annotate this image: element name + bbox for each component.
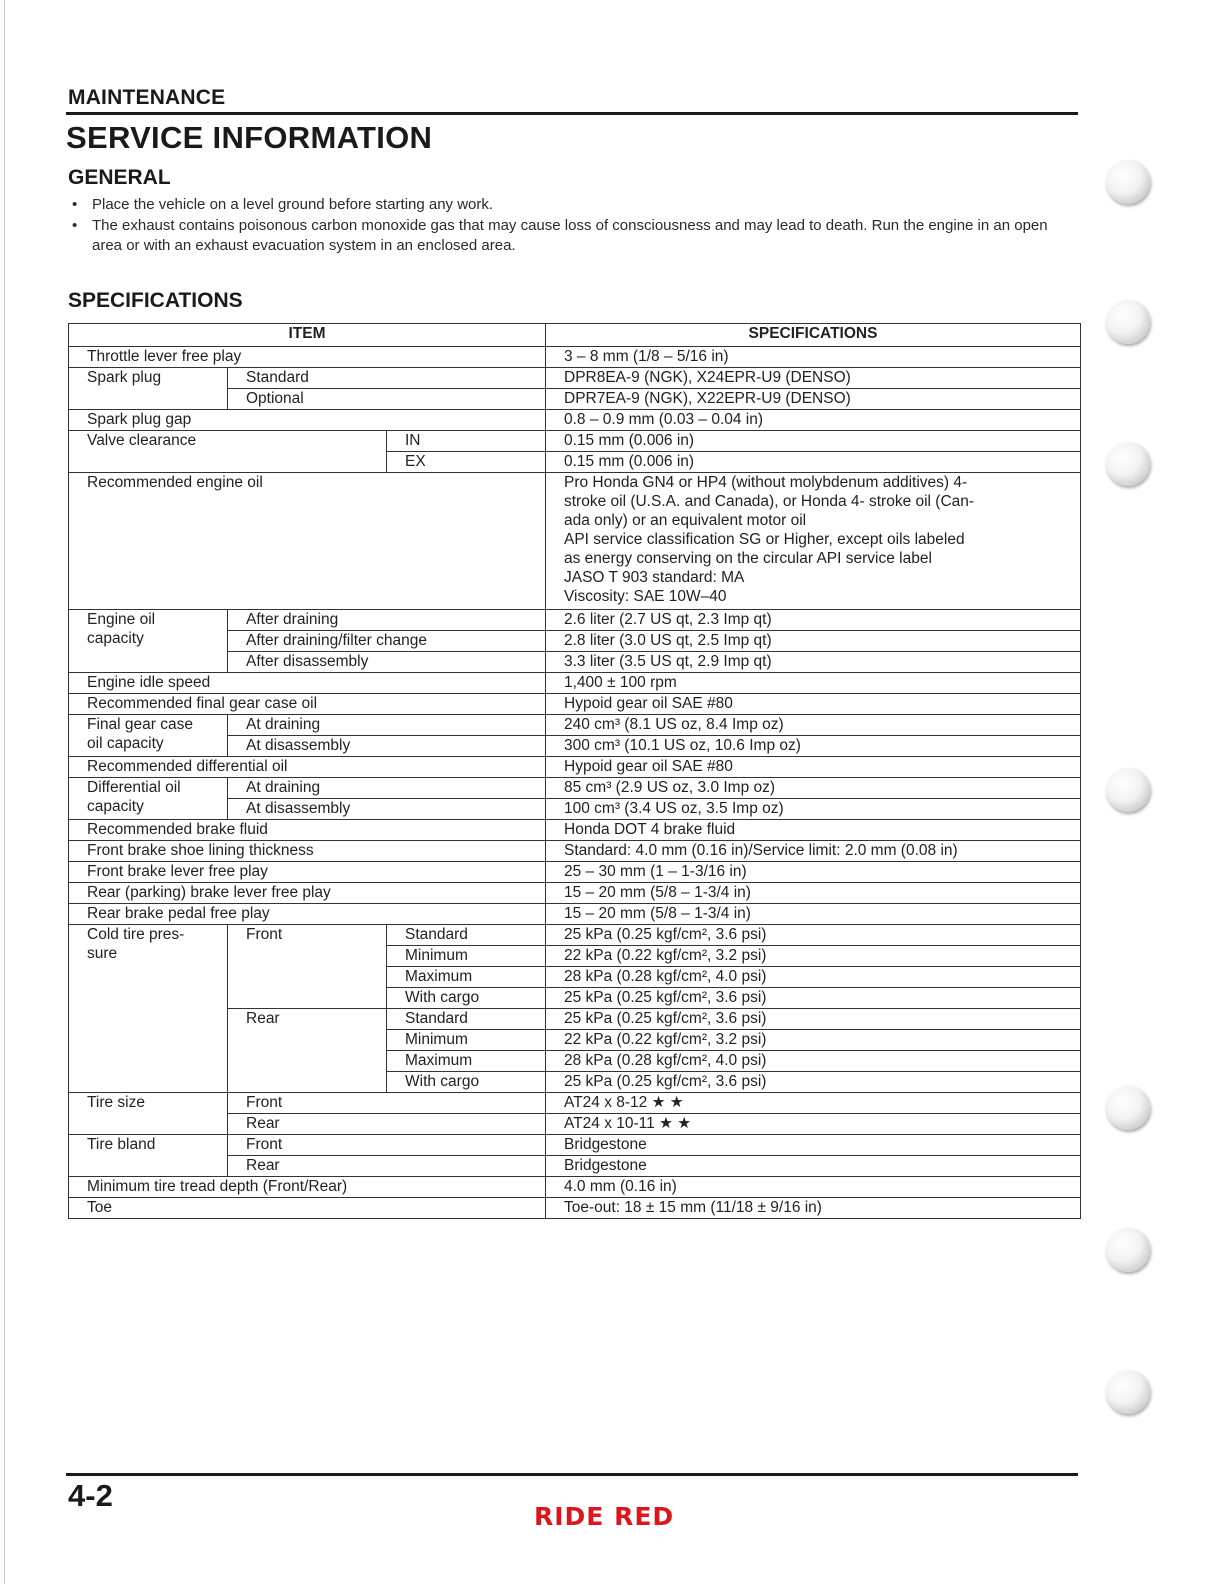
- sub-item-cell: At disassembly: [228, 736, 546, 757]
- table-row: [69, 715, 1081, 736]
- column-header-item: ITEM: [69, 324, 546, 347]
- spec-cell: Toe-out: 18 ± 15 mm (11/18 ± 9/16 in): [546, 1198, 1081, 1219]
- page-title: SERVICE INFORMATION: [66, 120, 433, 155]
- table-row: [69, 410, 1081, 431]
- item-cell: Recommended final gear case oil: [69, 694, 546, 715]
- section-label: MAINTENANCE: [68, 86, 226, 109]
- item-cell: Tire size: [69, 1093, 228, 1135]
- item-cell: Minimum tire tread depth (Front/Rear): [69, 1177, 546, 1198]
- item-cell: Spark plug: [69, 368, 228, 410]
- table-row: [69, 368, 1081, 389]
- bullet-item: • The exhaust contains poisonous carbon monoxide gas that may cause loss of consciousness and may lead to death. Run the engine in an open area or with an exhaust evacuation system in an enclosed area.: [70, 216, 1080, 256]
- table-row: [69, 610, 1081, 631]
- spec-cell: Hypoid gear oil SAE #80: [546, 757, 1081, 778]
- table-row: [69, 904, 1081, 925]
- sub-item-cell: Rear: [228, 1009, 387, 1093]
- spec-cell: 22 kPa (0.22 kgf/cm², 3.2 psi): [546, 946, 1081, 967]
- spec-cell: 2.6 liter (2.7 US qt, 2.3 Imp qt): [546, 610, 1081, 631]
- item-cell: Toe: [69, 1198, 546, 1219]
- item-cell: Cold tire pres- sure: [69, 925, 228, 1093]
- sub-item-cell: Optional: [228, 389, 546, 410]
- binder-hole-icon: [1106, 1086, 1150, 1130]
- brand-mark: RIDE RED: [534, 1502, 675, 1531]
- sub-item-cell: EX: [387, 452, 546, 473]
- sub-item-cell: At draining: [228, 715, 546, 736]
- specifications-table: [68, 323, 1081, 1219]
- spec-cell: Standard: 4.0 mm (0.16 in)/Service limit: 2.0 mm (0.08 in): [546, 841, 1081, 862]
- footer-rule: [66, 1473, 1078, 1476]
- binder-hole-icon: [1106, 1228, 1150, 1272]
- item-cell: Spark plug gap: [69, 410, 546, 431]
- sub-item-cell: After draining/filter change: [228, 631, 546, 652]
- table-row: [69, 1198, 1081, 1219]
- sub-item-cell: Front: [228, 1135, 546, 1156]
- condition-cell: Minimum: [387, 946, 546, 967]
- binder-hole-icon: [1106, 160, 1150, 204]
- spec-cell: Hypoid gear oil SAE #80: [546, 694, 1081, 715]
- table-row: [69, 925, 1081, 946]
- item-cell: Front brake shoe lining thickness: [69, 841, 546, 862]
- table-row: [69, 862, 1081, 883]
- table-row: [69, 1177, 1081, 1198]
- spec-cell: DPR7EA-9 (NGK), X22EPR-U9 (DENSO): [546, 389, 1081, 410]
- table-row: [69, 820, 1081, 841]
- item-cell: Recommended brake fluid: [69, 820, 546, 841]
- page-number: 4-2: [68, 1478, 113, 1513]
- sub-item-cell: Standard: [228, 368, 546, 389]
- spec-cell: 15 – 20 mm (5/8 – 1-3/4 in): [546, 883, 1081, 904]
- spec-cell: 2.8 liter (3.0 US qt, 2.5 Imp qt): [546, 631, 1081, 652]
- condition-cell: With cargo: [387, 1072, 546, 1093]
- sub-item-cell: At disassembly: [228, 799, 546, 820]
- sub-item-cell: IN: [387, 431, 546, 452]
- table-row: [69, 757, 1081, 778]
- binder-hole-icon: [1106, 300, 1150, 344]
- spec-cell: 0.15 mm (0.006 in): [546, 452, 1081, 473]
- spec-cell: 300 cm³ (10.1 US oz, 10.6 Imp oz): [546, 736, 1081, 757]
- spec-cell: 25 kPa (0.25 kgf/cm², 3.6 psi): [546, 925, 1081, 946]
- table-row: [69, 694, 1081, 715]
- spec-cell: AT24 x 10-11 ★ ★: [546, 1114, 1081, 1135]
- spec-cell: DPR8EA-9 (NGK), X24EPR-U9 (DENSO): [546, 368, 1081, 389]
- binder-hole-icon: [1106, 768, 1150, 812]
- condition-cell: With cargo: [387, 988, 546, 1009]
- spec-cell: 25 kPa (0.25 kgf/cm², 3.6 psi): [546, 988, 1081, 1009]
- spec-cell: 3.3 liter (3.5 US qt, 2.9 Imp qt): [546, 652, 1081, 673]
- binder-hole-icon: [1106, 442, 1150, 486]
- spec-cell: AT24 x 8-12 ★ ★: [546, 1093, 1081, 1114]
- page-edge: [4, 0, 5, 1584]
- general-bullet-list: [70, 195, 1080, 257]
- sub-item-cell: After disassembly: [228, 652, 546, 673]
- table-row: [69, 673, 1081, 694]
- item-cell: Engine idle speed: [69, 673, 546, 694]
- item-cell: Valve clearance: [69, 431, 387, 473]
- item-cell: Recommended differential oil: [69, 757, 546, 778]
- spec-cell: 25 – 30 mm (1 – 1-3/16 in): [546, 862, 1081, 883]
- spec-cell: 25 kPa (0.25 kgf/cm², 3.6 psi): [546, 1009, 1081, 1030]
- spec-cell: 4.0 mm (0.16 in): [546, 1177, 1081, 1198]
- header-rule: [66, 112, 1078, 115]
- spec-cell: Bridgestone: [546, 1156, 1081, 1177]
- table-row: [69, 431, 1081, 452]
- table-row: [69, 778, 1081, 799]
- table-row: [69, 1135, 1081, 1156]
- bullet-item: • Place the vehicle on a level ground before starting any work.: [70, 195, 1080, 215]
- spec-cell: 100 cm³ (3.4 US oz, 3.5 Imp oz): [546, 799, 1081, 820]
- specifications-heading: SPECIFICATIONS: [68, 289, 243, 312]
- sub-item-cell: Front: [228, 1093, 546, 1114]
- table-row: [69, 473, 1081, 610]
- table-row: [69, 883, 1081, 904]
- sub-item-cell: Front: [228, 925, 387, 1009]
- condition-cell: Maximum: [387, 1051, 546, 1072]
- item-cell: Final gear case oil capacity: [69, 715, 228, 757]
- spec-cell: 15 – 20 mm (5/8 – 1-3/4 in): [546, 904, 1081, 925]
- sub-item-cell: After draining: [228, 610, 546, 631]
- item-cell: Rear brake pedal free play: [69, 904, 546, 925]
- spec-cell: Pro Honda GN4 or HP4 (without molybdenum additives) 4- stroke oil (U.S.A. and Canada), or Honda 4- stroke oil (Can- ada only) or an equivalent motor oil API service classification SG or Higher, except oils labeled as energy conserving on the circular API service label JASO T 903 standard: MA Viscosity: SAE 10W–40: [546, 473, 1081, 610]
- item-cell: Recommended engine oil: [69, 473, 546, 610]
- spec-cell: 3 – 8 mm (1/8 – 5/16 in): [546, 347, 1081, 368]
- general-heading: GENERAL: [68, 166, 171, 189]
- item-cell: Differential oil capacity: [69, 778, 228, 820]
- sub-item-cell: Rear: [228, 1156, 546, 1177]
- spec-cell: 22 kPa (0.22 kgf/cm², 3.2 psi): [546, 1030, 1081, 1051]
- spec-cell: 0.8 – 0.9 mm (0.03 – 0.04 in): [546, 410, 1081, 431]
- table-row: [69, 841, 1081, 862]
- condition-cell: Standard: [387, 1009, 546, 1030]
- spec-cell: 1,400 ± 100 rpm: [546, 673, 1081, 694]
- spec-cell: 85 cm³ (2.9 US oz, 3.0 Imp oz): [546, 778, 1081, 799]
- item-cell: Rear (parking) brake lever free play: [69, 883, 546, 904]
- spec-cell: Honda DOT 4 brake fluid: [546, 820, 1081, 841]
- table-row: [69, 347, 1081, 368]
- item-cell: Front brake lever free play: [69, 862, 546, 883]
- spec-cell: 240 cm³ (8.1 US oz, 8.4 Imp oz): [546, 715, 1081, 736]
- table-row: [69, 1093, 1081, 1114]
- condition-cell: Standard: [387, 925, 546, 946]
- spec-cell: 28 kPa (0.28 kgf/cm², 4.0 psi): [546, 967, 1081, 988]
- condition-cell: Maximum: [387, 967, 546, 988]
- item-cell: Engine oil capacity: [69, 610, 228, 673]
- binder-hole-icon: [1106, 1370, 1150, 1414]
- column-header-specifications: SPECIFICATIONS: [546, 324, 1081, 347]
- sub-item-cell: At draining: [228, 778, 546, 799]
- sub-item-cell: Rear: [228, 1114, 546, 1135]
- item-cell: Throttle lever free play: [69, 347, 546, 368]
- spec-cell: 25 kPa (0.25 kgf/cm², 3.6 psi): [546, 1072, 1081, 1093]
- item-cell: Tire bland: [69, 1135, 228, 1177]
- spec-cell: Bridgestone: [546, 1135, 1081, 1156]
- table-header-row: [69, 324, 1081, 347]
- condition-cell: Minimum: [387, 1030, 546, 1051]
- spec-cell: 28 kPa (0.28 kgf/cm², 4.0 psi): [546, 1051, 1081, 1072]
- spec-cell: 0.15 mm (0.006 in): [546, 431, 1081, 452]
